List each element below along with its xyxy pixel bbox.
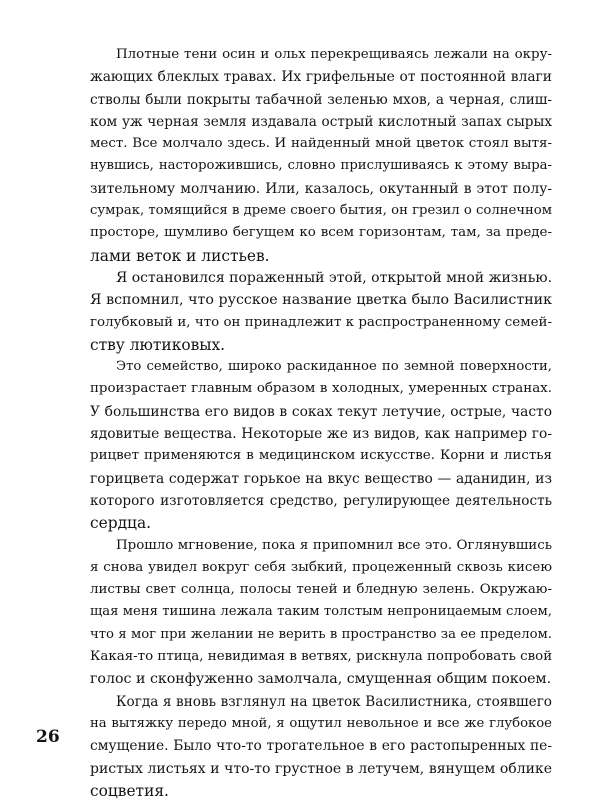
- text-line: нувшись, насторожившись, словно прислушиваясь к этому выра-: [90, 158, 552, 174]
- paragraph-5: [90, 691, 552, 802]
- text-line: которого изготовляется средство, регулирующее деятельность: [90, 492, 552, 509]
- text-line: Я вспомнил, что русское название цветка было Василистник: [90, 292, 552, 309]
- text-line: ком уж черная земля издавала острый кислотный запах сырых: [90, 113, 552, 130]
- text-line: произрастает главным образом в холодных, умеренных странах.: [90, 381, 552, 397]
- text-line: на вытяжку передо мной, я ощутил невольное и все же глубокое: [90, 715, 552, 731]
- text-line: лами веток и листьев.: [90, 246, 270, 265]
- text-line: У большинства его видов в соках текут летучие, острые, часто: [90, 403, 552, 420]
- text-line: голос и сконфуженно замолчала, смущенная общим покоем.: [90, 671, 552, 688]
- text-line: соцветия.: [90, 781, 169, 800]
- text-line: жающих блеклых травах. Их грифельные от постоянной влаги: [90, 69, 552, 86]
- text-line: Прошло мгновение, пока я припомнил все это. Оглянувшись: [116, 537, 552, 553]
- text-line: ству лютиковых.: [90, 335, 226, 354]
- text-line: горицвета содержат горькое на вкус вещество — аданидин, из: [90, 470, 552, 487]
- text-line: Какая-то птица, невидимая в ветвях, рискнула попробовать свой: [90, 649, 553, 665]
- text-line: просторе, шумливо бегущем ко всем горизонтам, там, за преде-: [90, 225, 552, 241]
- text-line: мест. Все молчало здесь. И найденный мной цветок стоял вытя-: [90, 136, 552, 152]
- text-line: рицвет применяются в медицинском искусстве. Корни и листья: [90, 448, 552, 464]
- paragraph-1: [90, 44, 552, 267]
- text-line: стволы были покрыты табачной зеленью мхов, а черная, слиш-: [90, 91, 552, 108]
- text-line: сумрак, томящийся в дреме своего бытия, он грезил о солнечном: [90, 203, 552, 219]
- body-text: [90, 44, 552, 802]
- text-line: листвы свет солнца, полосы теней и бледную зелень. Окружаю-: [90, 582, 552, 598]
- text-line: сердца.: [90, 514, 152, 533]
- text-line: ристых листьях и что-то грустное в летучем, вянущем облике: [90, 760, 552, 777]
- paragraph-4: [90, 535, 552, 691]
- page-number: 26: [36, 727, 60, 747]
- text-line: щая меня тишина лежала таким толстым непроницаемым слоем,: [90, 604, 552, 620]
- text-line: Когда я вновь взглянул на цветок Василистника, стоявшего: [116, 693, 552, 710]
- text-line: что я мог при желании не верить в пространство за ее пределом.: [90, 626, 552, 642]
- text-line: я снова увидел вокруг себя зыбкий, процеженный сквозь кисею: [90, 559, 552, 575]
- paragraph-2: [90, 267, 552, 356]
- text-line: смущение. Было что-то трогательное в его растопыренных пе-: [90, 738, 552, 755]
- text-line: Это семейство, широко раскиданное по земной поверхности,: [116, 359, 552, 375]
- paragraph-3: [90, 356, 552, 534]
- text-line: ядовитые вещества. Некоторые же из видов, как например го-: [90, 426, 552, 443]
- text-line: Я остановился пораженный этой, открытой мной жизнью.: [116, 269, 553, 286]
- text-line: голубковый и, что он принадлежит к распространенному семей-: [90, 314, 552, 330]
- text-line: зительному молчанию. Или, казалось, окутанный в этот полу-: [90, 180, 552, 197]
- text-line: Плотные тени осин и ольх перекрещиваясь лежали на окру-: [116, 47, 552, 62]
